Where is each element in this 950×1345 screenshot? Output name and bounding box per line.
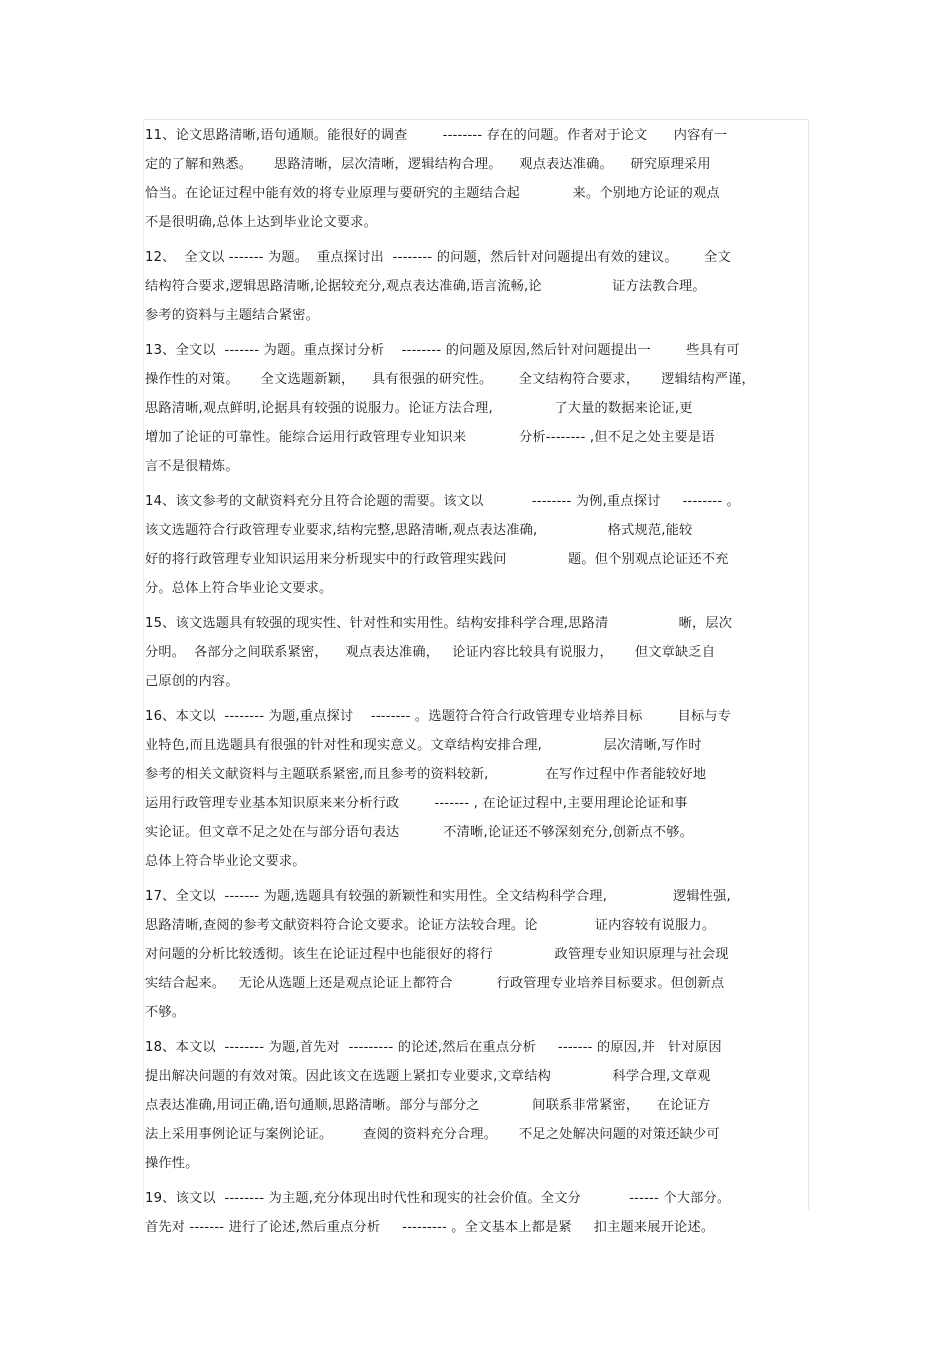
text-line: 恰当。在论证过程中能有效的将专业原理与要研究的主题结合起 来。个别地方论证的观点 (145, 186, 720, 201)
text-line: 分。总体上符合毕业论文要求。 (145, 581, 333, 596)
text-line: 不够。 (145, 1005, 186, 1020)
text-line: 思路清晰,观点鲜明,论据具有较强的说服力。论证方法合理, 了大量的数据来论证,更 (145, 401, 693, 416)
text-line: 好的将行政管理专业知识运用来分析现实中的行政管理实践问 题。但个别观点论证还不充 (145, 552, 729, 567)
paragraph-12 (145, 243, 795, 330)
text-line: 对问题的分析比较透彻。该生在论证过程中也能很好的将行 政管理专业知识原理与社会现 (145, 947, 729, 962)
text-line: 法上采用事例论证与案例论证。 查阅的资料充分合理。 不足之处解决问题的对策还缺少可 (145, 1127, 720, 1142)
text-line: 总体上符合毕业论文要求。 (145, 854, 306, 869)
text-line: 12、 全文以 ------- 为题。 重点探讨出 -------- 的问题，然后针对问题提出有效的建议。 全文 (145, 250, 731, 265)
text-line: 该文选题符合行政管理专业要求,结构完整,思路清晰,观点表达准确, 格式规范,能较 (145, 523, 693, 538)
text-line: 不是很明确,总体上达到毕业论文要求。 (145, 215, 377, 230)
text-line: 分明。 各部分之间联系紧密， 观点表达准确， 论证内容比较具有说服力， 但文章缺乏自 (145, 645, 716, 660)
text-line: 14、该文参考的文献资料充分且符合论题的需要。该文以 -------- 为例,重点探讨 -------- 。 (145, 494, 740, 509)
text-line: 增加了论证的可靠性。能综合运用行政管理专业知识来 分析-------- ,但不足之处主要是语 (145, 430, 715, 445)
text-line: 己原创的内容。 (145, 674, 239, 689)
paragraph-15 (145, 609, 795, 696)
text-line: 18、本文以 -------- 为题,首先对 --------- 的论述,然后在重点分析 ------- 的原因,并 针对原因 (145, 1040, 722, 1055)
document-body (145, 121, 795, 1248)
text-line: 实结合起来。 无论从选题上还是观点论证上都符合 行政管理专业培养目标要求。但创新点 (145, 976, 725, 991)
text-line: 参考的相关文献资料与主题联系紧密,而且参考的资料较新, 在写作过程中作者能较好地 (145, 767, 707, 782)
text-line: 15、该文选题具有较强的现实性、针对性和实用性。结构安排科学合理,思路清 晰，层次 (145, 616, 733, 631)
text-line: 运用行政管理专业基本知识原来来分析行政 ------- , 在论证过程中,主要用理论论证和事 (145, 796, 688, 811)
text-line: 参考的资料与主题结合紧密。 (145, 308, 320, 323)
text-line: 16、本文以 -------- 为题,重点探讨 -------- 。选题符合符合行政管理专业培养目标 目标与专 (145, 709, 732, 724)
text-line: 17、全文以 ------- 为题,选题具有较强的新颖性和实用性。全文结构科学合理, 逻辑性强, (145, 889, 731, 904)
text-line: 首先对 ------- 进行了论述,然后重点分析 --------- 。全文基本上都是紧 扣主题来展开论述。 (145, 1220, 715, 1235)
text-line: 操作性。 (145, 1156, 199, 1171)
text-line: 业特色,而且选题具有很强的针对性和现实意义。文章结构安排合理, 层次清晰,写作时 (145, 738, 702, 753)
paragraph-17 (145, 882, 795, 1027)
paragraph-14 (145, 487, 795, 603)
text-line: 思路清晰,查阅的参考文献资料符合论文要求。论证方法较合理。论 证内容较有说服力。 (145, 918, 716, 933)
text-line: 13、全文以 ------- 为题。重点探讨分析 -------- 的问题及原因,然后针对问题提出一 些具有可 (145, 343, 740, 358)
text-line: 结构符合要求,逻辑思路清晰,论据较充分,观点表达准确,语言流畅,论 证方法教合理。 (145, 279, 706, 294)
paragraph-18 (145, 1033, 795, 1178)
text-line: 19、该文以 -------- 为主题,充分体现出时代性和现实的社会价值。全文分 ------ 个大部分。 (145, 1191, 731, 1206)
text-line: 操作性的对策。 全文选题新颖， 具有很强的研究性。 全文结构符合要求， 逻辑结构严谨， (145, 372, 755, 387)
paragraph-11 (145, 121, 795, 237)
text-line: 实论证。但文章不足之处在与部分语句表达 不清晰,论证还不够深刻充分,创新点不够。 (145, 825, 694, 840)
text-line: 言不是很精炼。 (145, 459, 239, 474)
text-line: 提出解决问题的有效对策。因此该文在选题上紧扣专业要求,文章结构 科学合理,文章观 (145, 1069, 711, 1084)
text-line: 点表达准确,用词正确,语句通顺,思路清晰。部分与部分之 间联系非常紧密， 在论证方 (145, 1098, 711, 1113)
text-line: 定的了解和熟悉。 思路清晰，层次清晰，逻辑结构合理。 观点表达准确。 研究原理采用 (145, 157, 711, 172)
paragraph-19 (145, 1184, 795, 1242)
paragraph-16 (145, 702, 795, 876)
paragraph-13 (145, 336, 795, 481)
text-line: 11、论文思路清晰,语句通顺。能很好的调查 -------- 存在的问题。作者对于论文 内容有一 (145, 128, 728, 143)
